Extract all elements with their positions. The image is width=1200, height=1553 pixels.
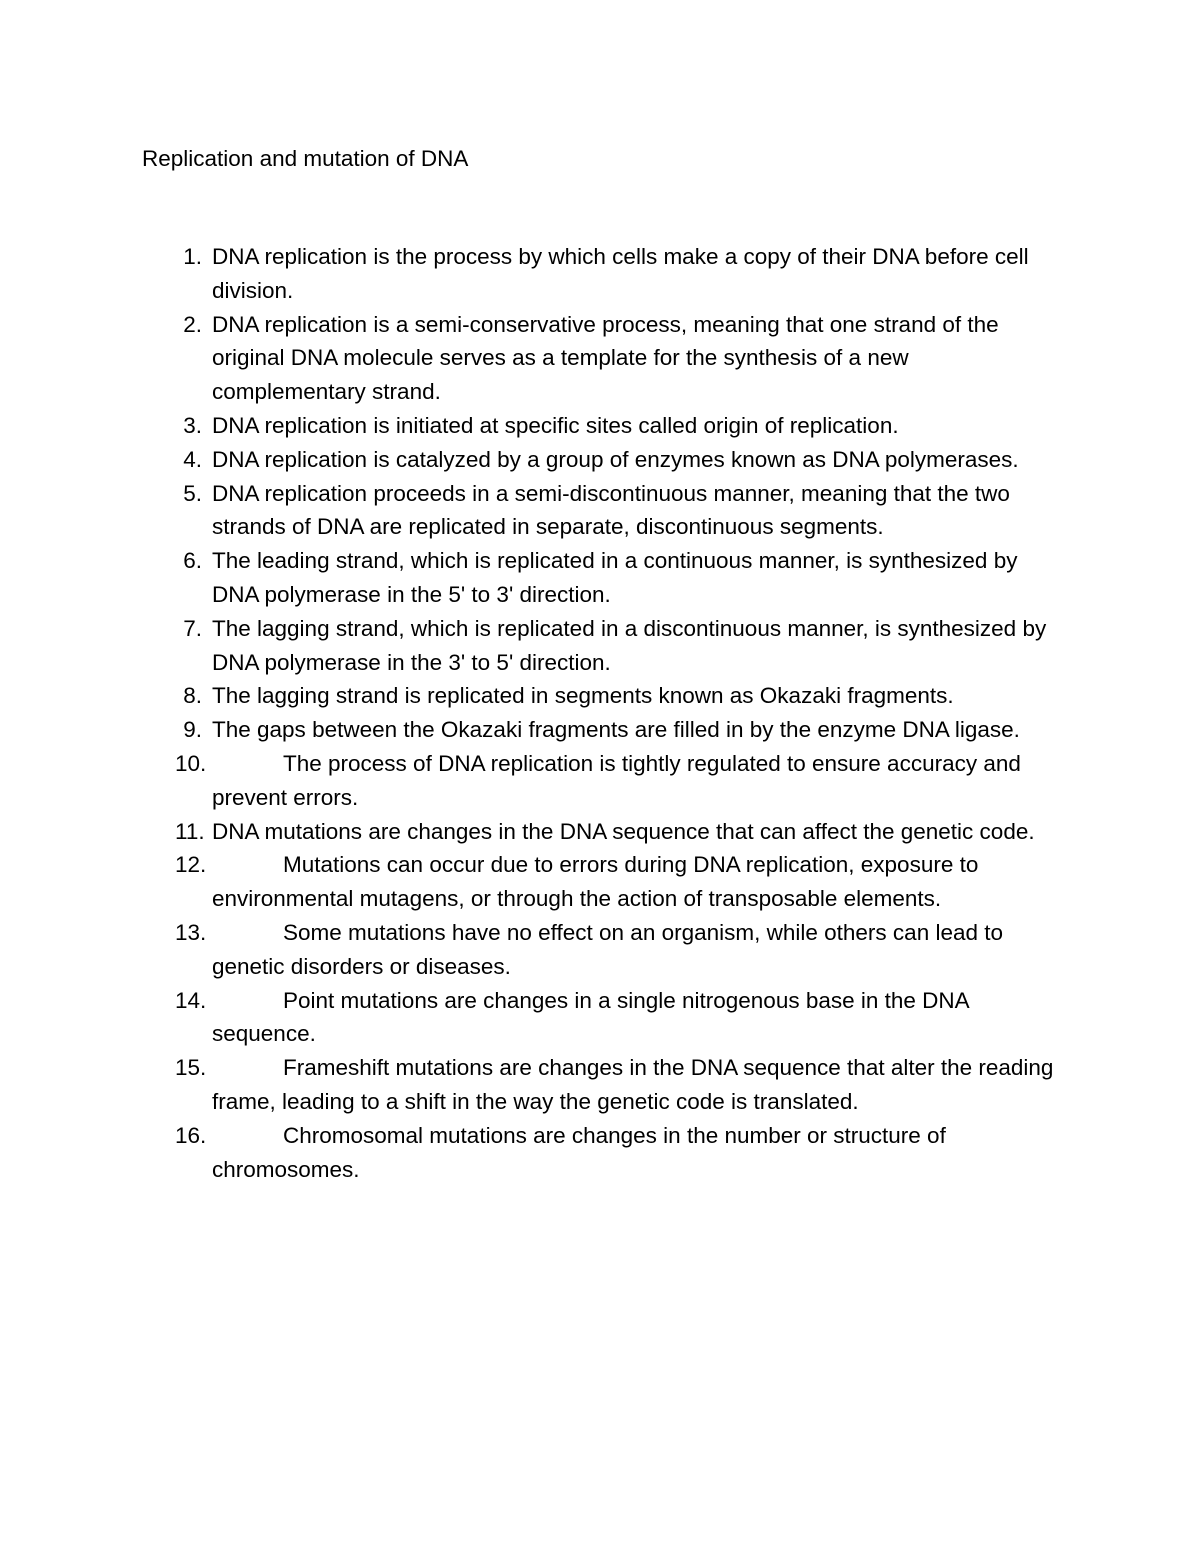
list-item [0,1051,1062,1119]
list-item-number: 4. [183,446,202,472]
list-item-text: Some mutations have no effect on an organism, while others can lead to genetic disorders or diseases. [212,919,1004,979]
list-item [0,747,1062,815]
list-item [0,815,1062,849]
list-item-number: 14. [175,987,207,1013]
list-item-text: DNA mutations are changes in the DNA sequence that can affect the genetic code. [212,818,1035,844]
list-item [0,477,1062,545]
list-item [0,984,1062,1052]
list-item-text: Chromosomal mutations are changes in the number or structure of chromosomes. [212,1122,946,1182]
list-item-number: 15. [175,1055,207,1081]
list-item-number: 8. [183,683,202,709]
list-item-text: The lagging strand is replicated in segments known as Okazaki fragments. [212,683,954,709]
numbered-list [0,240,1200,1186]
list-item [0,848,1062,916]
list-item-number: 2. [183,311,202,337]
list-item-number: 6. [183,548,202,574]
list-item [0,240,1062,308]
list-item-number: 7. [183,615,202,641]
list-item-number: 11. [175,818,205,844]
list-item [0,409,1062,443]
list-item-number: 10. [175,750,207,776]
list-item-number: 12. [175,852,207,878]
list-item [0,916,1062,984]
list-item-number: 5. [183,480,202,506]
list-item-text: The lagging strand, which is replicated in a discontinuous manner, is synthesized by DNA polymerase in the 3' to 5' direction. [212,615,1047,675]
list-item-number: 13. [175,919,207,945]
document-title: Replication and mutation of DNA [142,146,469,171]
list-item-text: The gaps between the Okazaki fragments are filled in by the enzyme DNA ligase. [212,717,1020,743]
list-item-text: The process of DNA replication is tightly regulated to ensure accuracy and prevent errors. [212,750,1021,810]
list-item-text: DNA replication is a semi-conservative process, meaning that one strand of the original DNA molecule serves as a template for the synthesis of a new complementary strand. [212,311,999,405]
list-item [0,1119,1062,1187]
list-item [0,443,1062,477]
list-item-text: DNA replication is initiated at specific sites called origin of replication. [212,412,899,438]
list-item-text: Point mutations are changes in a single nitrogenous base in the DNA sequence. [212,987,969,1047]
list-item-text: The leading strand, which is replicated in a continuous manner, is synthesized by DNA polymerase in the 5' to 3' direction. [212,548,1018,607]
list-item-text: DNA replication proceeds in a semi-discontinuous manner, meaning that the two strands of DNA are replicated in separate, discontinuous segments. [212,480,1010,540]
list-item-text: Frameshift mutations are changes in the DNA sequence that alter the reading frame, leading to a shift in the way the genetic code is translated. [212,1055,1054,1114]
list-item-number: 16. [175,1122,207,1148]
list-item-text: Mutations can occur due to errors during DNA replication, exposure to environmental mutagens, or through the action of transposable elements. [212,852,979,912]
list-item [0,679,1062,713]
list-item-number: 9. [183,717,202,743]
list-item [0,713,1062,747]
list-item-number: 1. [183,244,202,269]
list-item [0,612,1062,680]
list-item-text: DNA replication is catalyzed by a group of enzymes known as DNA polymerases. [212,446,1019,472]
list-item [0,308,1062,409]
list-item-text: DNA replication is the process by which cells make a copy of their DNA before cell division. [212,244,1029,303]
list-item [0,544,1062,612]
list-item-number: 3. [183,412,202,438]
